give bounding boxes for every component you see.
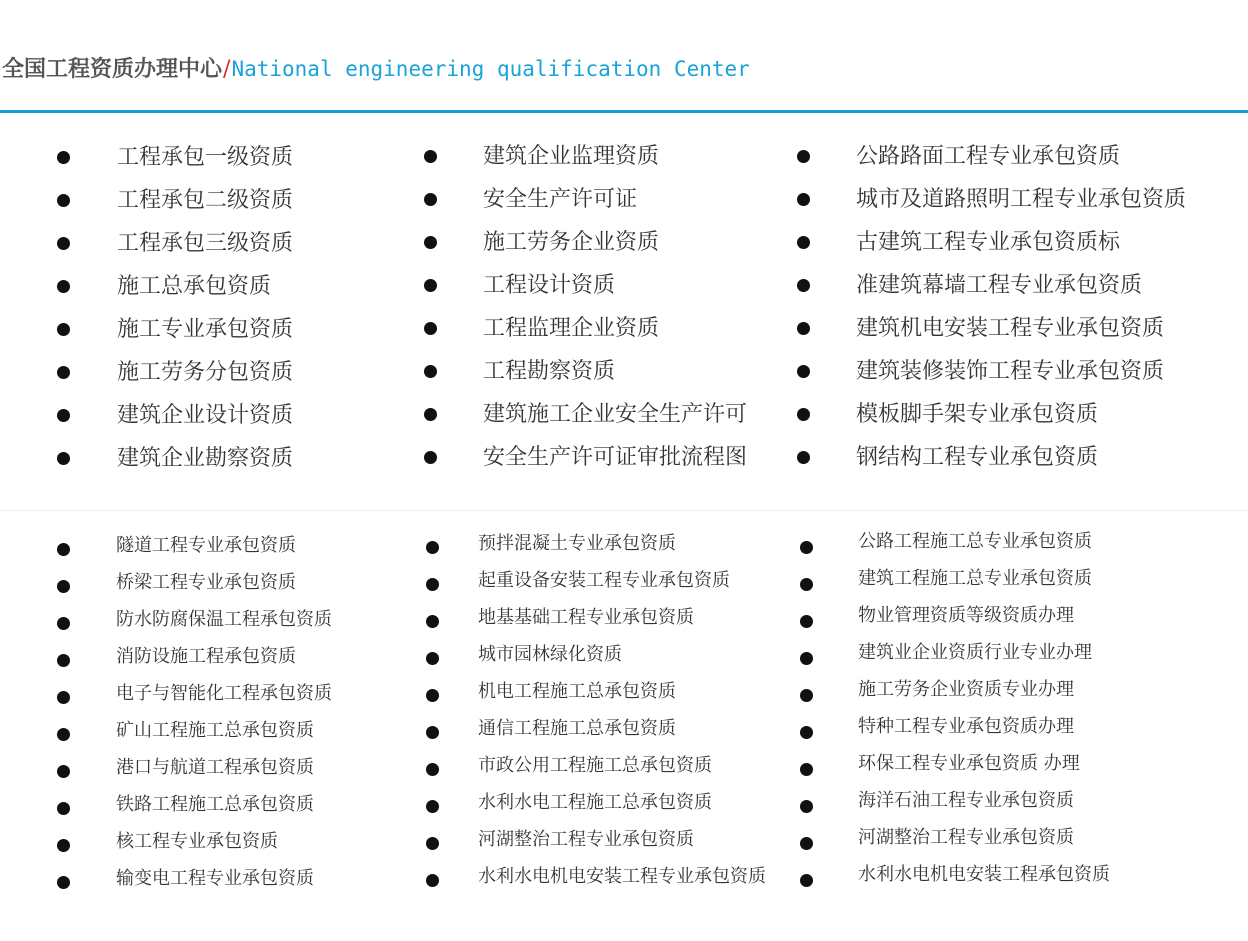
bullet-icon [424,451,437,464]
bullet-icon [57,409,70,422]
bullet-icon [424,193,437,206]
bullet-icon [57,280,70,293]
qualification-link-label[interactable]: 隧道工程专业承包资质 [116,535,296,556]
qualification-link-label[interactable]: 工程设计资质 [483,273,616,298]
bullet-icon [426,615,439,628]
bullet-icon [800,615,813,628]
qualification-link-label[interactable]: 预拌混凝土专业承包资质 [478,533,676,554]
qualification-link-label[interactable]: 城市园林绿化资质 [478,644,622,665]
qualification-link-label[interactable]: 核工程专业承包资质 [116,831,278,852]
qualification-link-label[interactable]: 城市及道路照明工程专业承包资质 [856,187,1187,212]
bullet-icon [797,451,810,464]
bullet-icon [57,728,70,741]
qualification-link-label[interactable]: 钢结构工程专业承包资质 [856,445,1099,470]
qualification-link-label[interactable]: 河湖整治工程专业承包资质 [858,827,1074,848]
bullet-icon [424,408,437,421]
qualification-link-label[interactable]: 建筑企业勘察资质 [117,446,294,471]
bullet-icon [57,765,70,778]
qualification-link-label[interactable]: 准建筑幕墙工程专业承包资质 [856,273,1143,298]
bullet-icon [57,543,70,556]
qualification-link-label[interactable]: 水利水电工程施工总承包资质 [478,792,712,813]
bullet-icon [57,876,70,889]
bullet-icon [57,151,70,164]
qualification-link-label[interactable]: 桥梁工程专业承包资质 [116,572,296,593]
bullet-icon [800,689,813,702]
qualification-link-label[interactable]: 建筑机电安装工程专业承包资质 [856,316,1165,341]
qualification-link-label[interactable]: 水利水电机电安装工程专业承包资质 [478,866,766,887]
bullet-icon [800,578,813,591]
bullet-icon [800,837,813,850]
qualification-link-label[interactable]: 河湖整治工程专业承包资质 [478,829,694,850]
bullet-icon [57,237,70,250]
title-separator: / [223,57,231,82]
bullet-icon [426,689,439,702]
bullet-icon [426,541,439,554]
bullet-icon [800,800,813,813]
bullet-icon [424,322,437,335]
qualification-link-label[interactable]: 海洋石油工程专业承包资质 [858,790,1074,811]
bullet-icon [426,652,439,665]
qualification-link-label[interactable]: 建筑业企业资质行业专业办理 [858,642,1092,663]
page-header [2,52,750,86]
qualification-link-label[interactable]: 施工劳务企业资质专业办理 [858,679,1074,700]
qualification-link-label[interactable]: 水利水电机电安装工程承包资质 [858,864,1110,885]
qualification-link-label[interactable]: 工程承包二级资质 [117,188,294,213]
qualification-link-label[interactable]: 工程勘察资质 [483,359,616,384]
qualification-link-label[interactable]: 建筑工程施工总专业承包资质 [858,568,1092,589]
bullet-icon [57,802,70,815]
bullet-icon [797,408,810,421]
qualification-link-label[interactable]: 通信工程施工总承包资质 [478,718,676,739]
qualification-link-label[interactable]: 施工总承包资质 [117,274,272,299]
qualification-link-label[interactable]: 工程承包三级资质 [117,231,294,256]
bullet-icon [797,150,810,163]
bullet-icon [57,654,70,667]
qualification-link-label[interactable]: 市政公用工程施工总承包资质 [478,755,712,776]
bullet-icon [800,726,813,739]
bullet-icon [57,194,70,207]
qualification-link-label[interactable]: 安全生产许可证审批流程图 [483,445,748,470]
section-divider [0,510,1248,511]
bullet-icon [426,763,439,776]
bullet-icon [424,236,437,249]
bullet-icon [57,580,70,593]
qualification-link-label[interactable]: 工程承包一级资质 [117,145,294,170]
qualification-link-label[interactable]: 物业管理资质等级资质办理 [858,605,1074,626]
bullet-icon [57,366,70,379]
qualification-link-label[interactable]: 机电工程施工总承包资质 [478,681,676,702]
qualification-link-label[interactable]: 施工劳务分包资质 [117,360,294,385]
qualification-link-label[interactable]: 地基基础工程专业承包资质 [478,607,694,628]
bullet-icon [797,236,810,249]
qualification-link-label[interactable]: 建筑企业设计资质 [117,403,294,428]
qualification-link-label[interactable]: 公路路面工程专业承包资质 [856,144,1121,169]
qualification-link-label[interactable]: 输变电工程专业承包资质 [116,868,314,889]
bullet-icon [57,617,70,630]
bullet-icon [57,323,70,336]
header-divider [0,110,1248,113]
qualification-link-label[interactable]: 公路工程施工总专业承包资质 [858,531,1092,552]
qualification-link-label[interactable]: 建筑装修装饰工程专业承包资质 [856,359,1165,384]
bullet-icon [57,452,70,465]
bullet-icon [800,652,813,665]
qualification-link-label[interactable]: 特种工程专业承包资质办理 [858,716,1074,737]
qualification-link-label[interactable]: 环保工程专业承包资质 办理 [858,753,1080,774]
bullet-icon [57,691,70,704]
page-title-en: National engineering qualification Center [231,57,750,81]
qualification-link-label[interactable]: 矿山工程施工总承包资质 [116,720,314,741]
bullet-icon [424,150,437,163]
qualification-link-label[interactable]: 工程监理企业资质 [483,316,660,341]
qualification-link-label[interactable]: 起重设备安装工程专业承包资质 [478,570,730,591]
qualification-link-label[interactable]: 建筑施工企业安全生产许可 [483,402,748,427]
bullet-icon [426,837,439,850]
qualification-link-label[interactable]: 防水防腐保温工程承包资质 [116,609,332,630]
qualification-link-label[interactable]: 消防设施工程承包资质 [116,646,296,667]
bullet-icon [800,874,813,887]
bullet-icon [424,365,437,378]
page-title-cn: 全国工程资质办理中心 [2,56,223,82]
qualification-link-label[interactable]: 安全生产许可证 [483,187,638,212]
bullet-icon [800,541,813,554]
bullet-icon [800,763,813,776]
qualification-link-label[interactable]: 建筑企业监理资质 [483,144,660,169]
qualification-link-label[interactable]: 模板脚手架专业承包资质 [856,402,1099,427]
qualification-link-label[interactable]: 港口与航道工程承包资质 [116,757,314,778]
qualification-link-label[interactable]: 电子与智能化工程承包资质 [116,683,332,704]
bullet-icon [426,578,439,591]
bullet-icon [797,193,810,206]
qualification-link-label[interactable]: 施工劳务企业资质 [483,230,660,255]
bullet-icon [426,874,439,887]
bullet-icon [424,279,437,292]
bullet-icon [797,365,810,378]
qualification-link-label[interactable]: 古建筑工程专业承包资质标 [856,230,1121,255]
bullet-icon [426,726,439,739]
bullet-icon [57,839,70,852]
qualification-link-label[interactable]: 铁路工程施工总承包资质 [116,794,314,815]
bullet-icon [797,279,810,292]
bullet-icon [797,322,810,335]
bullet-icon [426,800,439,813]
qualification-link-label[interactable]: 施工专业承包资质 [117,317,294,342]
